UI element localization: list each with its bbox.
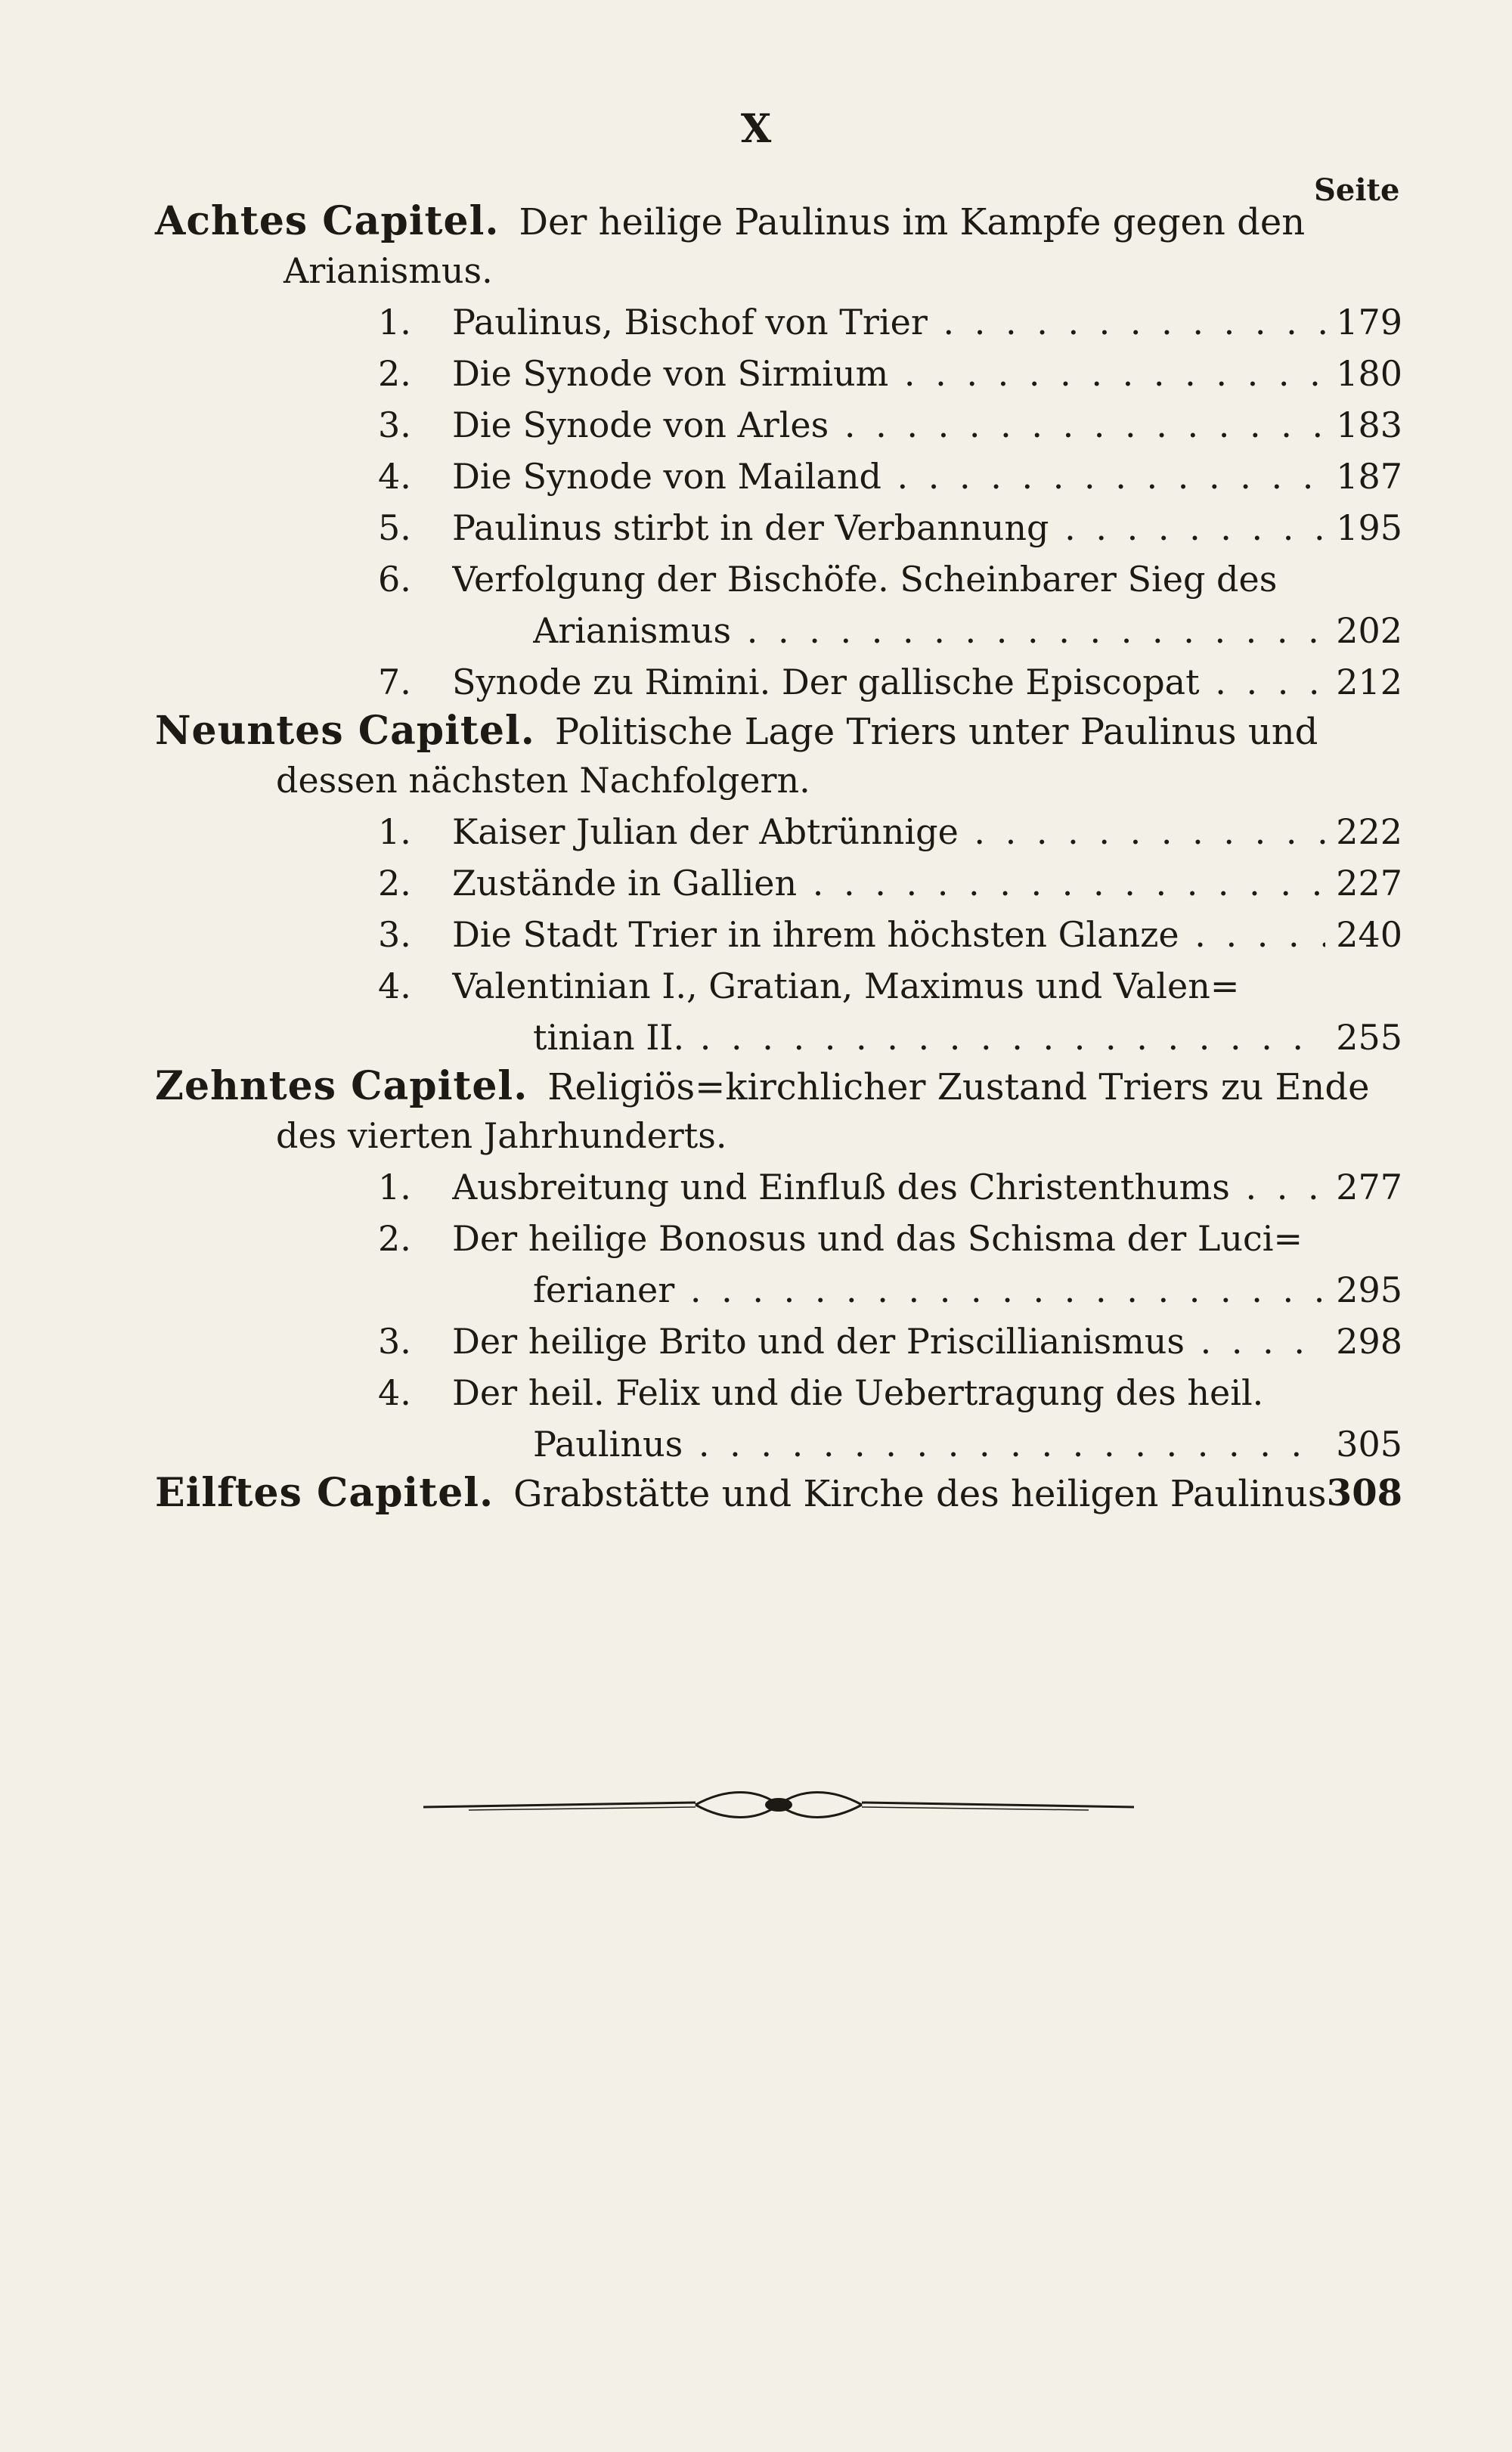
- chapter-title: Grabstätte und Kirche des heiligen Paulinus: [513, 1473, 1327, 1515]
- entry-title: Synode zu Rimini. Der gallische Episcopat . . .: [452, 656, 1397, 708]
- table-of-contents: [155, 198, 1402, 1517]
- entry-page: 305: [1325, 1418, 1402, 1470]
- entry-page: 277: [1325, 1161, 1402, 1213]
- chapter-label: Eilftes Capitel.: [155, 1470, 494, 1516]
- chapter-title-continuation: dessen nächsten Nachfolgern.: [276, 760, 810, 801]
- entry-title: Verfolgung der Bischöfe. Scheinbarer Sieg des: [452, 559, 1278, 600]
- entry-number: 2.: [378, 1218, 411, 1259]
- chapter-title: Der heilige Paulinus im Kampfe gegen den: [519, 201, 1306, 243]
- entry-title: Der heilige Brito und der Priscillianismus . . .: [452, 1316, 1397, 1367]
- toc-entry: [155, 1316, 1402, 1367]
- entry-page: 240: [1325, 909, 1402, 960]
- entry-number: 4.: [378, 966, 411, 1006]
- page-number: X: [740, 106, 772, 152]
- toc-entry: [155, 553, 1380, 605]
- seite-label: Seite: [1314, 172, 1400, 208]
- entry-page: 222: [1325, 806, 1402, 857]
- toc-entry: [155, 1367, 1380, 1418]
- toc-entry: [155, 1213, 1380, 1264]
- toc-entry: [155, 960, 1380, 1012]
- entry-title-continuation: Paulinus . . .: [533, 1418, 1397, 1470]
- decorative-ornament: [423, 1784, 1134, 1830]
- toc-entry-continuation: [155, 1012, 1402, 1063]
- toc-entry: [155, 502, 1402, 553]
- entry-number: 2.: [378, 353, 411, 394]
- toc-entry: [155, 348, 1402, 399]
- entry-page: 187: [1325, 451, 1402, 502]
- entry-title: Der heilige Bonosus und das Schisma der Luci=: [452, 1218, 1303, 1259]
- toc-entry: [155, 1161, 1402, 1213]
- entry-number: 4.: [378, 456, 411, 497]
- entry-title: Valentinian I., Gratian, Maximus und Valen=: [452, 966, 1240, 1006]
- toc-entry: [155, 857, 1402, 909]
- entry-number: 1.: [378, 811, 411, 852]
- entry-page: 183: [1325, 399, 1402, 451]
- entry-number: 2.: [378, 863, 411, 904]
- entry-number: 3.: [378, 914, 411, 955]
- chapter-title: Politische Lage Triers unter Paulinus und: [554, 711, 1318, 753]
- toc-entry: [155, 909, 1402, 960]
- entry-title: Der heil. Felix und die Uebertragung des heil.: [452, 1372, 1264, 1413]
- chapter-title-continuation: Arianismus.: [284, 250, 493, 291]
- entry-title: Die Synode von Sirmium . . .: [452, 348, 1397, 399]
- entry-number: 4.: [378, 1372, 411, 1413]
- toc-entry-continuation: [155, 605, 1402, 656]
- entry-title: Kaiser Julian der Abtrünnige . . .: [452, 806, 1397, 857]
- chapter-title: Religiös=kirchlicher Zustand Triers zu Ende: [547, 1066, 1370, 1108]
- chapter-label: Zehntes Capitel.: [155, 1063, 528, 1109]
- toc-entry-continuation: [155, 1418, 1402, 1470]
- entry-page: 295: [1325, 1264, 1402, 1316]
- entry-title: Ausbreitung und Einfluß des Christenthums . . .: [452, 1161, 1397, 1213]
- chapter-label: Achtes Capitel.: [155, 198, 500, 244]
- entry-number: 3.: [378, 405, 411, 445]
- entry-title: Die Synode von Arles . . .: [452, 399, 1397, 451]
- entry-number: 1.: [378, 1167, 411, 1207]
- chapter-title-continuation: des vierten Jahrhunderts.: [276, 1115, 727, 1156]
- entry-page: 202: [1325, 605, 1402, 656]
- toc-entry: [155, 399, 1402, 451]
- toc-entry: [155, 451, 1402, 502]
- chapter-10-heading: [155, 1063, 1380, 1110]
- chapter-label: Neuntes Capitel.: [155, 708, 535, 754]
- entry-number: 5.: [378, 507, 411, 548]
- chapter-11-heading: [155, 1470, 1402, 1517]
- chapter-9-heading: [155, 708, 1380, 755]
- entry-title-continuation: ferianer . . .: [533, 1264, 1397, 1316]
- entry-page: 195: [1325, 502, 1402, 553]
- entry-title: Die Synode von Mailand . . .: [452, 451, 1397, 502]
- entry-number: 3.: [378, 1321, 411, 1362]
- entry-title: Die Stadt Trier in ihrem höchsten Glanze . . .: [452, 909, 1397, 960]
- entry-page: 255: [1325, 1012, 1402, 1063]
- entry-page: 227: [1325, 857, 1402, 909]
- entry-number: 6.: [378, 559, 411, 600]
- entry-title: Paulinus stirbt in der Verbannung . . .: [452, 502, 1397, 553]
- toc-entry: [155, 806, 1402, 857]
- entry-number: 1.: [378, 302, 411, 343]
- toc-entry-continuation: [155, 1264, 1402, 1316]
- entry-title: Paulinus, Bischof von Trier . . .: [452, 296, 1397, 348]
- entry-page: 179: [1325, 296, 1402, 348]
- toc-entry: [155, 296, 1402, 348]
- entry-page: 180: [1325, 348, 1402, 399]
- chapter-page: 308: [1326, 1472, 1402, 1514]
- chapter-8-heading: [155, 198, 1380, 245]
- entry-page: 212: [1325, 656, 1402, 708]
- entry-page: 298: [1325, 1316, 1402, 1367]
- entry-number: 7.: [378, 662, 411, 702]
- toc-entry: [155, 656, 1402, 708]
- entry-title-continuation: tinian II. . . .: [533, 1012, 1397, 1063]
- entry-title: Zustände in Gallien . . .: [452, 857, 1397, 909]
- entry-title-continuation: Arianismus . . .: [533, 605, 1397, 656]
